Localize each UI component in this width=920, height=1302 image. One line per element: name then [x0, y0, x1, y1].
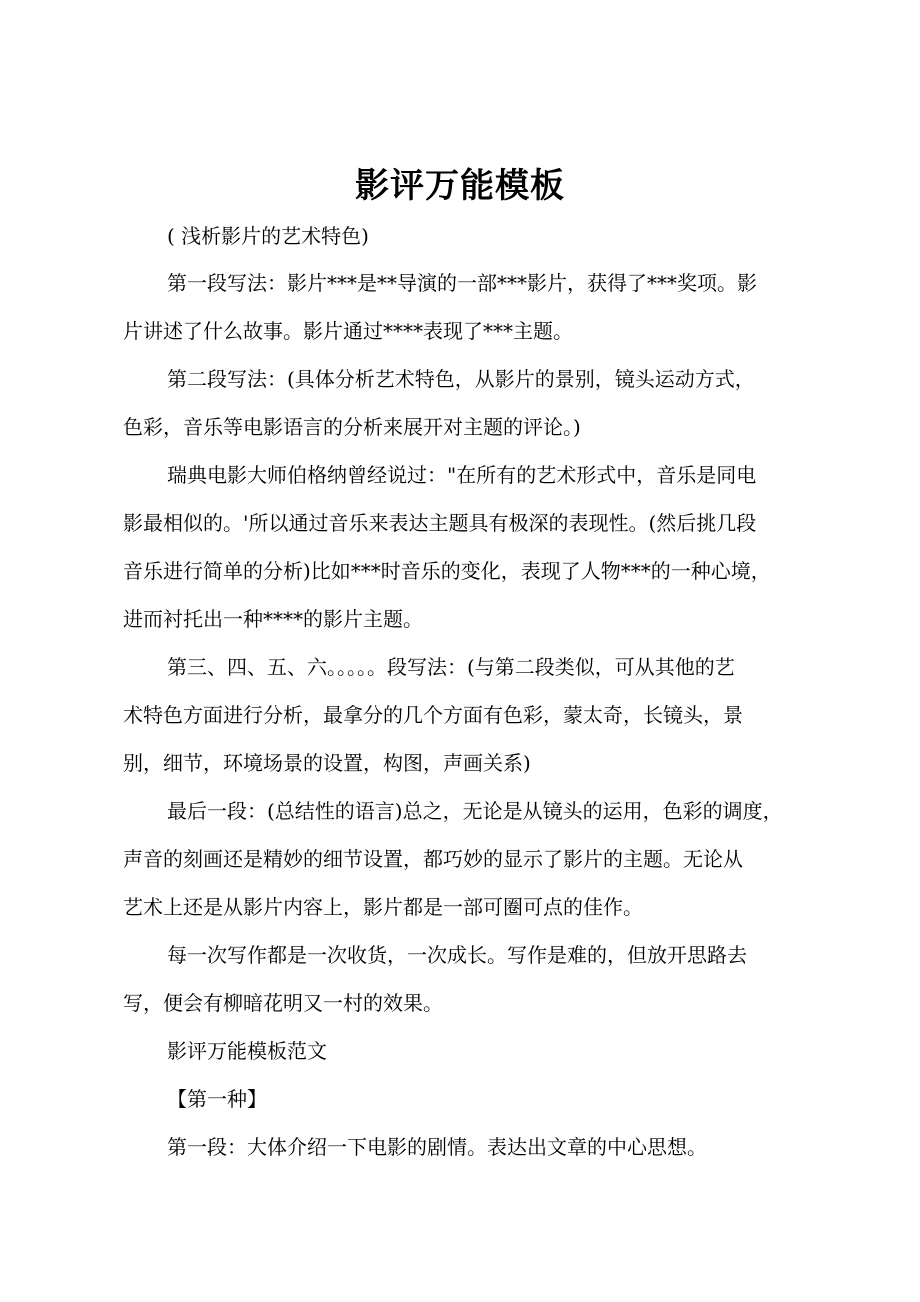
paragraph-line: 术特色方面进行分析，最拿分的几个方面有色彩，蒙太奇，长镜头，景: [123, 703, 743, 727]
paragraph-line: 瑞典电影大师伯格纳曾经说过："在所有的艺术形式中，音乐是同电: [167, 463, 757, 487]
paragraph-line: 艺术上还是从影片内容上，影片都是一部可圈可点的佳作。: [123, 895, 643, 919]
paragraph-line: 每一次写作都是一次收货，一次成长。写作是难的，但放开思路去: [167, 943, 747, 967]
paragraph-line: 色彩，音乐等电影语言的分析来展开对主题的评论。): [123, 415, 581, 439]
paragraph-line: 进而衬托出一种****的影片主题。: [123, 607, 423, 631]
paragraph-line: 最后一段：(总结性的语言)总之，无论是从镜头的运用，色彩的调度，: [167, 799, 783, 823]
paragraph-line: 第二段写法：(具体分析艺术特色，从影片的景别，镜头运动方式，: [167, 367, 755, 391]
paragraph-line: 片讲述了什么故事。影片通过****表现了***主题。: [123, 319, 573, 343]
document-title: 影评万能模板: [355, 166, 565, 206]
paragraph-line: 第三、四、五、六。。。。。段写法：(与第二段类似，可从其他的艺: [167, 655, 735, 679]
paragraph-line: 声音的刻画还是精妙的细节设置，都巧妙的显示了影片的主题。无论从: [123, 847, 743, 871]
paragraph-line: 第一段：大体介绍一下电影的剧情。表达出文章的中心思想。: [167, 1135, 707, 1159]
subsection-heading: 【第一种】: [167, 1087, 267, 1111]
paragraph-line: 影最相似的。'所以通过音乐来表达主题具有极深的表现性。(然后挑几段: [123, 511, 757, 535]
document-subtitle: ( 浅析影片的艺术特色): [167, 224, 369, 248]
section-heading: 影评万能模板范文: [167, 1039, 327, 1063]
paragraph-line: 第一段写法：影片***是**导演的一部***影片，获得了***奖项。影: [167, 271, 757, 295]
paragraph-line: 别，细节，环境场景的设置，构图，声画关系): [123, 751, 531, 775]
paragraph-line: 音乐进行简单的分析)比如***时音乐的变化，表现了人物***的一种心境，: [123, 559, 771, 583]
paragraph-line: 写，便会有柳暗花明又一村的效果。: [123, 991, 443, 1015]
